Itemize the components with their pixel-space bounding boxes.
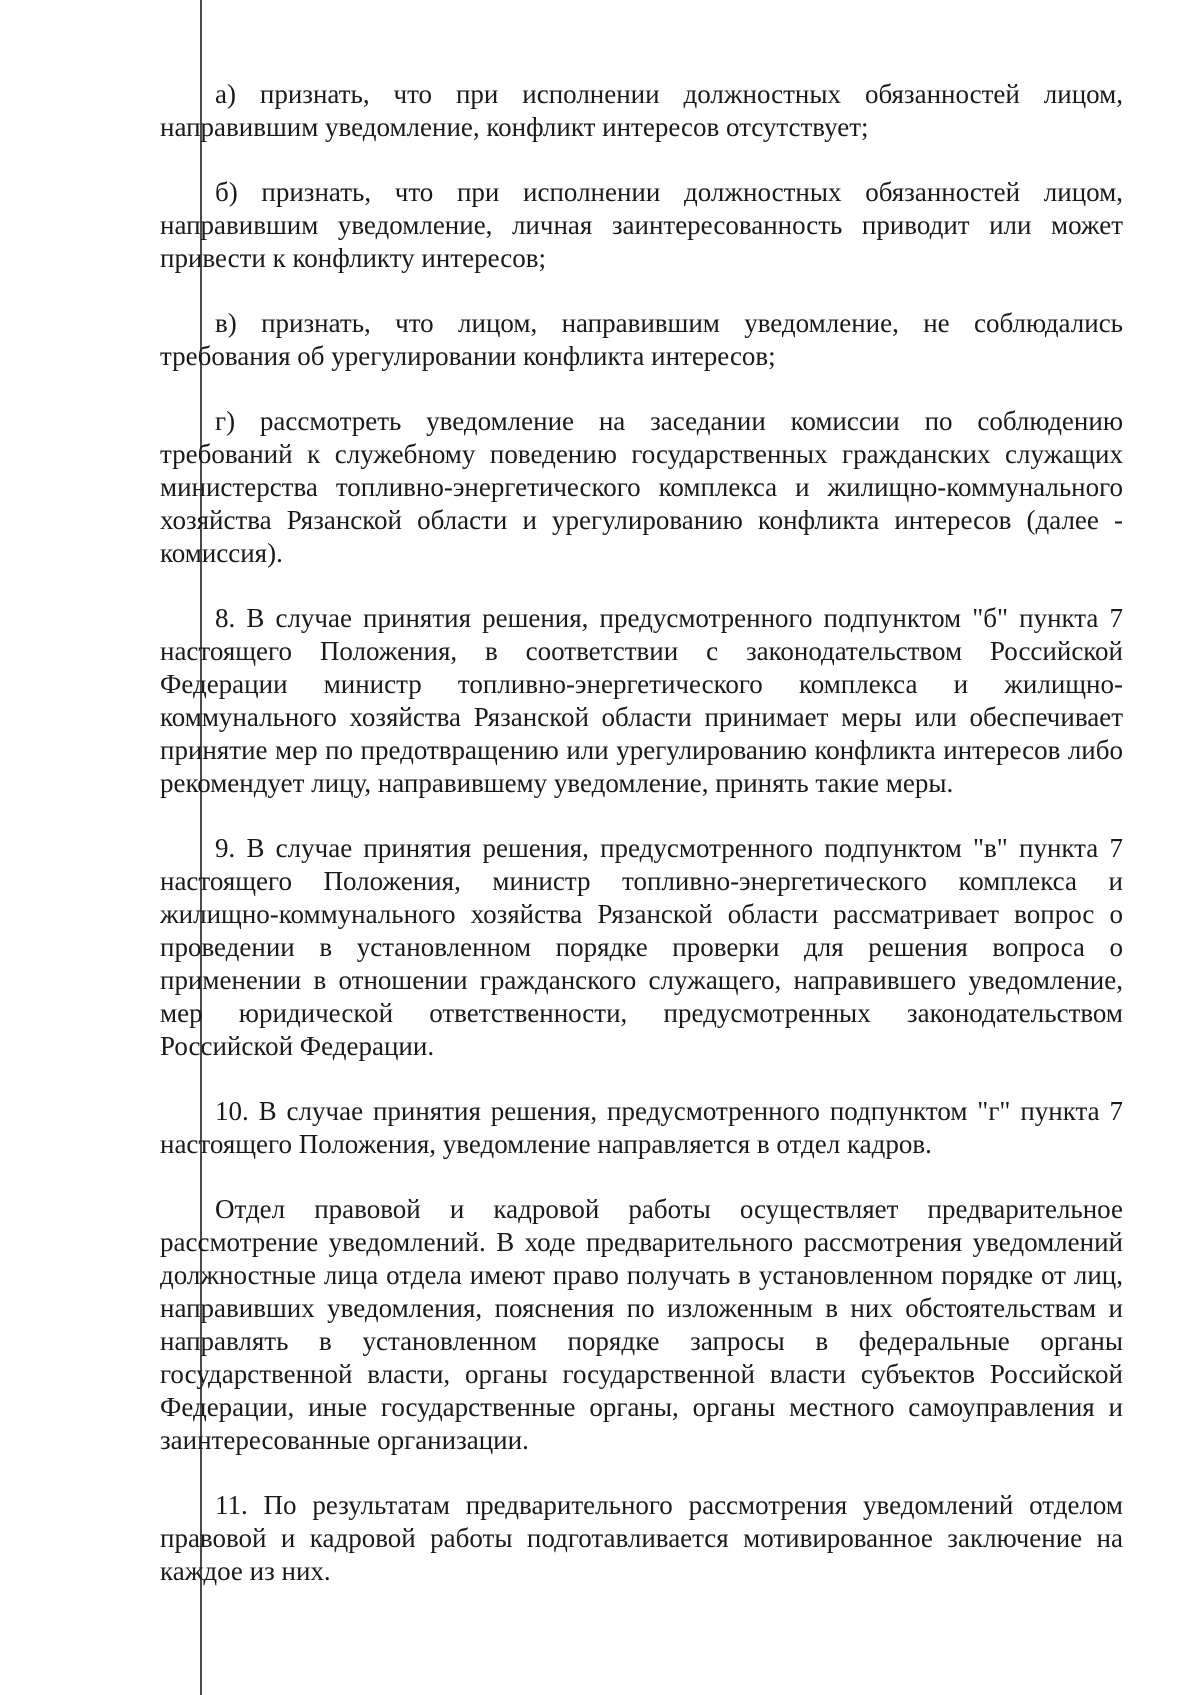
paragraph-clause-10: 10. В случае принятия решения, предусмотренного подпунктом "г" пункта 7 настоящего Положения, уведомление направляется в отдел кадров.: [160, 1096, 1123, 1159]
paragraph-clause-8: 8. В случае принятия решения, предусмотренного подпунктом "б" пункта 7 настоящего Положения, в соответствии с законодательством Российской Федерации министр топливно-энергетического комплекса и жилищно-коммунального хозяйства Рязанской области принимает меры или обеспечивает принятие мер по предотвращению или урегулированию конфликта интересов либо рекомендует лицу, направившему уведомление, принять такие меры.: [160, 603, 1123, 798]
paragraph-item-a: а) признать, что при исполнении должностных обязанностей лицом, направившим уведомление, конфликт интересов отсутствует;: [160, 79, 1123, 142]
paragraph-clause-9: 9. В случае принятия решения, предусмотренного подпунктом "в" пункта 7 настоящего Положения, министр топливно-энергетического комплекса и жилищно-коммунального хозяйства Рязанской области рассматривает вопрос о проведении в установленном порядке проверки для решения вопроса о применении в отношении гражданского служащего, направившего уведомление, мер юридической ответственности, предусмотренных законодательством Российской Федерации.: [160, 833, 1123, 1061]
paragraph-clause-11: 11. По результатам предварительного рассмотрения уведомлений отделом правовой и кадровой работы подготавливается мотивированное заключение на каждое из них.: [160, 1490, 1123, 1586]
paragraph-department-review: Отдел правовой и кадровой работы осуществляет предварительное рассмотрение уведомлений. В ходе предварительного рассмотрения уведомлений должностные лица отдела имеют право получать в установленном порядке от лиц, направивших уведомления, пояснения по изложенным в них обстоятельствам и направлять в установленном порядке запросы в федеральные органы государственной власти, органы государственной власти субъектов Российской Федерации, иные государственные органы, органы местного самоуправления и заинтересованные организации.: [160, 1194, 1123, 1455]
paragraph-item-g: г) рассмотреть уведомление на заседании комиссии по соблюдению требований к служебному поведению государственных гражданских служащих министерства топливно-энергетического комплекса и жилищно-коммунального хозяйства Рязанской области и урегулированию конфликта интересов (далее - комиссия).: [160, 406, 1123, 568]
paragraph-item-v: в) признать, что лицом, направившим уведомление, не соблюдались требования об урегулировании конфликта интересов;: [160, 308, 1123, 371]
document-body: [160, 78, 1123, 1588]
paragraph-item-b: б) признать, что при исполнении должностных обязанностей лицом, направившим уведомление, личная заинтересованность приводит или может привести к конфликту интересов;: [160, 177, 1123, 273]
